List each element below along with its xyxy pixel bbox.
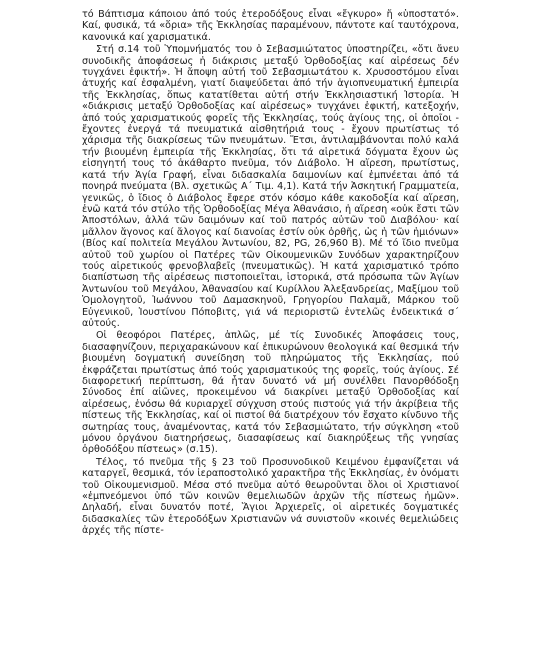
paragraph-1: τό Βάπτισμα κάποιου ἀπό τούς ἑτεροδόξους εἶναι «ἔγκυρο» ἤ «ὑποστατό». Καί, φυσικά, τά «ὅρια» τῆς Ἐκκλησίας παραμένουν, πάντοτε καί ταυτόχρονα, κανονικά καί χαρισματικά.	[82, 9, 459, 43]
paragraph-4: Τέλος, τό πνεῦμα τῆς § 23 τοῦ Προσυνοδικοῦ Κειμένου ἐμφανίζεται νά καταργεῖ, θεσμικά, τόν ἱεραποστολικό χαρακτῆρα τῆς Ἐκκλησίας, ἐν ὀνόματι τοῦ Οἰκουμενισμοῦ. Μέσα στό πνεῦμα αὐτό θεωροῦνται ὅλοι οἱ Χριστιανοί «ἐμπνεόμενοι ὑπό τῶν κοινῶν θεμελιωδῶν ἀρχῶν τῆς πίστεως ἡμῶν». Δηλαδή, εἶναι δυνατόν ποτέ, Ἅγιοι Ἀρχιερεῖς, οἱ αἱρετικές δογματικές διδασκαλίες τῶν ἑτεροδόξων Χριστιανῶν νά συνιστοῦν «κοινές θεμελιώδεις ἀρχές τῆς πίστε-	[82, 456, 459, 537]
paragraph-2: Στή σ.14 τοῦ Ὑπομνήματός του ὁ Σεβασμιώτατος ὑποστηρίζει, «ὅτι ἄνευ συνοδικῆς ἀποφάσεως ἡ διάκρισις μεταξύ Ὀρθοδοξίας καί αἱρέσεως δέν τυγχάνει ἐφικτή». Ἡ ἄποψη αὐτή τοῦ Σεβασμιωτάτου κ. Χρυσοστόμου εἶναι ἀτυχής καί ἐσφαλμένη, γιατί διαψεύδεται ἀπό τήν ἁγιοπνευματική ἐμπειρία τῆς Ἐκκλησίας, ὅπως κατατίθεται αὐτή στήν Ἐκκλησιαστική Ἱστορία. Ἡ «διάκρισις μεταξύ Ὀρθοδοξίας καί αἱρέσεως» τυγχάνει ἐφικτή, κατεξοχήν, ἀπό τούς χαρισματικούς φορεῖς τῆς Ἐκκλησίας, τούς ἁγίους της, οἱ ὁποῖοι - ἔχοντες ἐνεργά τά πνευματικά αἰσθητήριά τους - ἔχουν πρωτίστως τό χάρισμα τῆς διακρίσεως τῶν πνευμάτων. Ἔτσι, ἀντιλαμβάνονται πολύ καλά τήν βιουμένη ἐμπειρία τῆς Ἐκκλησίας, ὅτι τά αἱρετικά δόγματα ἔχουν ὡς εἰσηγητή τους τό ἀκάθαρτο πνεῦμα, τόν Διάβολο. Ἡ αἵρεση, πρωτίστως, κατά τήν Ἁγία Γραφή, εἶναι διδασκαλία δαιμονίων καί ἐμπνέεται ἀπό τά πονηρά πνεύματα (Βλ. σχετικῶς Α΄ Τιμ. 4,1). Κατά τήν Ἀσκητική Γραμματεία, γενικῶς, ὁ ἴδιος ὁ Διάβολος ἔφερε στόν κόσμο κάθε κακοδοξία καί αἵρεση, ἐνῶ κατά τόν στύλο τῆς Ὀρθοδοξίας Μέγα Ἀθανάσιο, ἡ αἵρεση «οὐκ ἔστι τῶν Ἀποστόλων, ἀλλά τῶν δαιμόνων καί τοῦ πατρός αὐτῶν τοῦ Διαβόλου· καί μᾶλλον ἄγονος καί ἄλογος καί διανοίας ἐστίν οὐκ ὀρθῆς, ὡς ἡ τῶν ἡμιόνων» (Βίος καί πολιτεία Μεγάλου Ἀντωνίου, 82, PG, 26,960 B). Μέ τό ἴδιο πνεῦμα αὐτοῦ τοῦ χωρίου οἱ Πατέρες τῶν Οἰκουμενικῶν Συνόδων χαρακτηρίζουν τούς αἱρετικούς φρενοβλαβεῖς (πνευματικῶς). Ἡ κατά χαρισματικό τρόπο διαπίστωση τῆς αἱρέσεως πιστοποιεῖται, ἱστορικά, στά πρόσωπα τῶν Ἁγίων Ἀντωνίου τοῦ Μεγάλου, Ἀθανασίου καί Κυρίλλου Ἀλεξανδρείας, Μαξίμου τοῦ Ὁμολογητοῦ, Ἰωάννου τοῦ Δαμασκηνοῦ, Γρηγορίου Παλαμᾶ, Μάρκου τοῦ Εὐγενικοῦ, Ἰουστίνου Πόποβιτς, γιά νά περιοριστῶ ἐντελῶς ἐνδεικτικά σ΄ αὐτούς.	[82, 44, 459, 329]
body-text	[82, 9, 459, 538]
paragraph-3: Οἱ θεοφόροι Πατέρες, ἁπλῶς, μέ τίς Συνοδικές Ἀποφάσεις τους, διασαφηνίζουν, περιχαρακώνουν καί ἐπικυρώνουν θεολογικά καί θεσμικά τήν βιουμένη δογματική συνείδηση τοῦ πληρώματος τῆς Ἐκκλησίας, πού ἐκφράζεται πρωτίστως ἀπό τούς χαρισματικούς της φορεῖς, τούς ἁγίους. Σέ διαφορετική περίπτωση, θά ἦταν δυνατό νά μή συνέλθει Πανορθόδοξη Σύνοδος ἐπί αἰῶνες, προκειμένου νά διακρίνει μεταξύ Ὀρθοδοξίας καί αἱρέσεως, ἐνόσω θά κυριαρχεῖ σύγχυση στούς πιστούς γιά τήν ἀκρίβεια τῆς πίστεως τῆς Ἐκκλησίας, καί οἱ πιστοί θά διατρέχουν τόν ἔσχατο κίνδυνο τῆς σωτηρίας τους, ἀναμένοντας, κατά τόν Σεβασμιώτατο, τήν σύγκληση «τοῦ μόνου ὀργάνου διατηρήσεως, διασαφίσεως καί διακηρύξεως τῆς γνησίας ὀρθοδόξου πίστεως» (σ.15).	[82, 330, 459, 456]
